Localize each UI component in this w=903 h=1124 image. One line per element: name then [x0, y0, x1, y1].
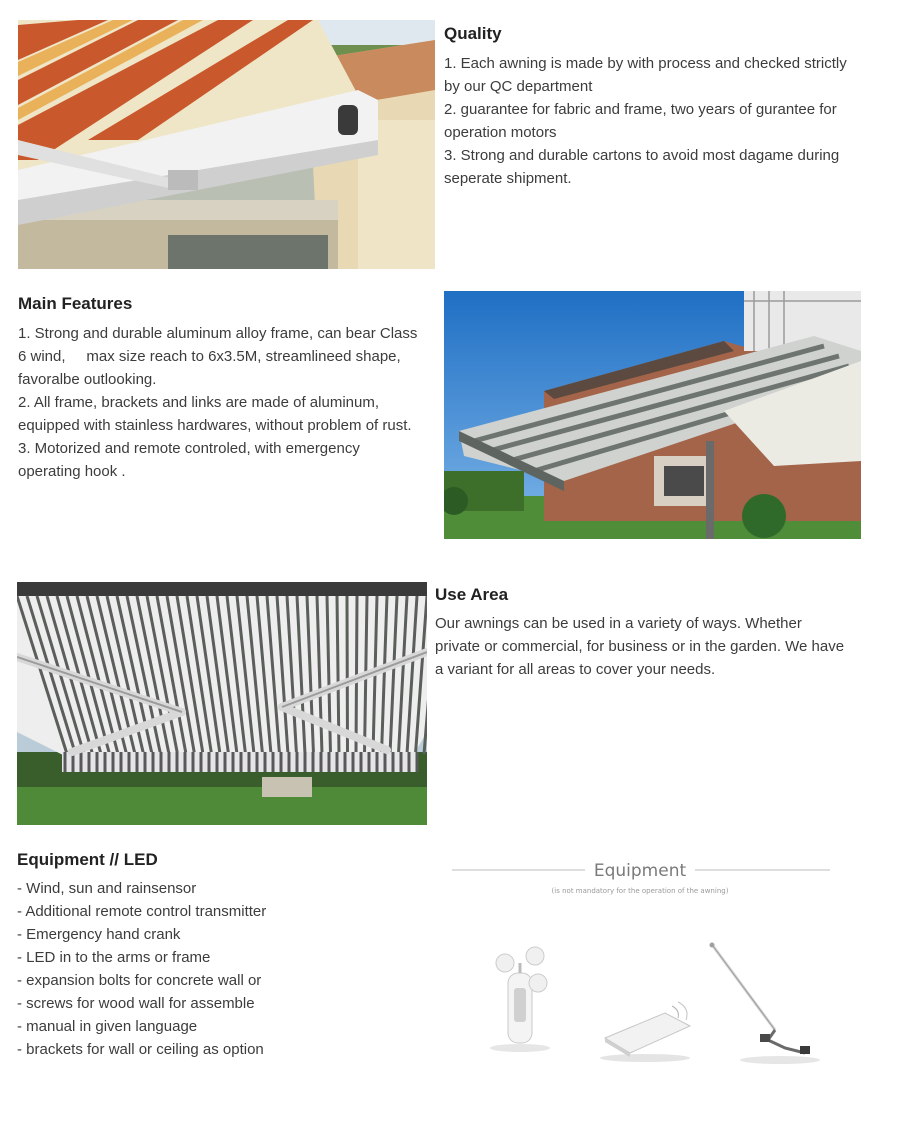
- feature-line: 1. Strong and durable aluminum alloy frame, can bear Class: [18, 325, 418, 342]
- quality-line: operation motors: [444, 124, 557, 141]
- equipment-image-title: Equipment: [593, 861, 687, 881]
- equipment-item: - Additional remote control transmitter: [17, 903, 267, 920]
- use-area-line: a variant for all areas to cover your needs.: [435, 661, 716, 678]
- equipment-item: - Emergency hand crank: [17, 926, 181, 943]
- equipment-item: - manual in given language: [17, 1018, 198, 1035]
- quality-line: by our QC department: [444, 78, 593, 95]
- feature-line: 6 wind, max size reach to 6x3.5M, streamlineed shape,: [18, 348, 401, 365]
- equipment-item: - expansion bolts for concrete wall or: [17, 972, 262, 989]
- house-awning-photo: [444, 291, 861, 539]
- feature-line: 3. Motorized and remote controled, with emergency: [18, 440, 360, 457]
- feature-line: favoralbe outlooking.: [18, 371, 157, 388]
- equipment-item: - Wind, sun and rainsensor: [17, 880, 197, 897]
- awning-cassette-closeup-photo: [18, 20, 435, 269]
- equipment-image-note: (is not mandatory for the operation of the awning): [551, 887, 729, 895]
- equipment-item: - LED in to the arms or frame: [17, 949, 211, 966]
- quality-line: 3. Strong and durable cartons to avoid most dagame during: [444, 147, 840, 164]
- equipment-item: - brackets for wall or ceiling as option: [17, 1041, 264, 1058]
- feature-line: operating hook .: [18, 463, 126, 480]
- use-area-line: Our awnings can be used in a variety of ways. Whether: [435, 615, 802, 632]
- quality-line: 1. Each awning is made by with process and checked strictly: [444, 55, 847, 72]
- quality-heading: Quality: [444, 24, 502, 43]
- equipment-item: - screws for wood wall for assemble: [17, 995, 255, 1012]
- equipment-accessories-image: [440, 848, 845, 1073]
- use-area-text: [435, 612, 885, 681]
- main-features-text: [18, 322, 438, 483]
- use-area-line: private or commercial, for business or in the garden. We have: [435, 638, 845, 655]
- quality-text: [444, 52, 884, 190]
- equipment-list: [17, 877, 417, 1061]
- feature-line: equipped with stainless hardwares, without problem of rust.: [18, 417, 412, 434]
- main-features-heading: Main Features: [18, 294, 133, 313]
- quality-line: seperate shipment.: [444, 170, 572, 187]
- awning-underside-photo: [17, 582, 427, 825]
- use-area-heading: Use Area: [435, 585, 509, 604]
- feature-line: 2. All frame, brackets and links are made of aluminum,: [18, 394, 379, 411]
- equipment-heading: Equipment // LED: [17, 850, 158, 869]
- quality-line: 2. guarantee for fabric and frame, two years of gurantee for: [444, 101, 837, 118]
